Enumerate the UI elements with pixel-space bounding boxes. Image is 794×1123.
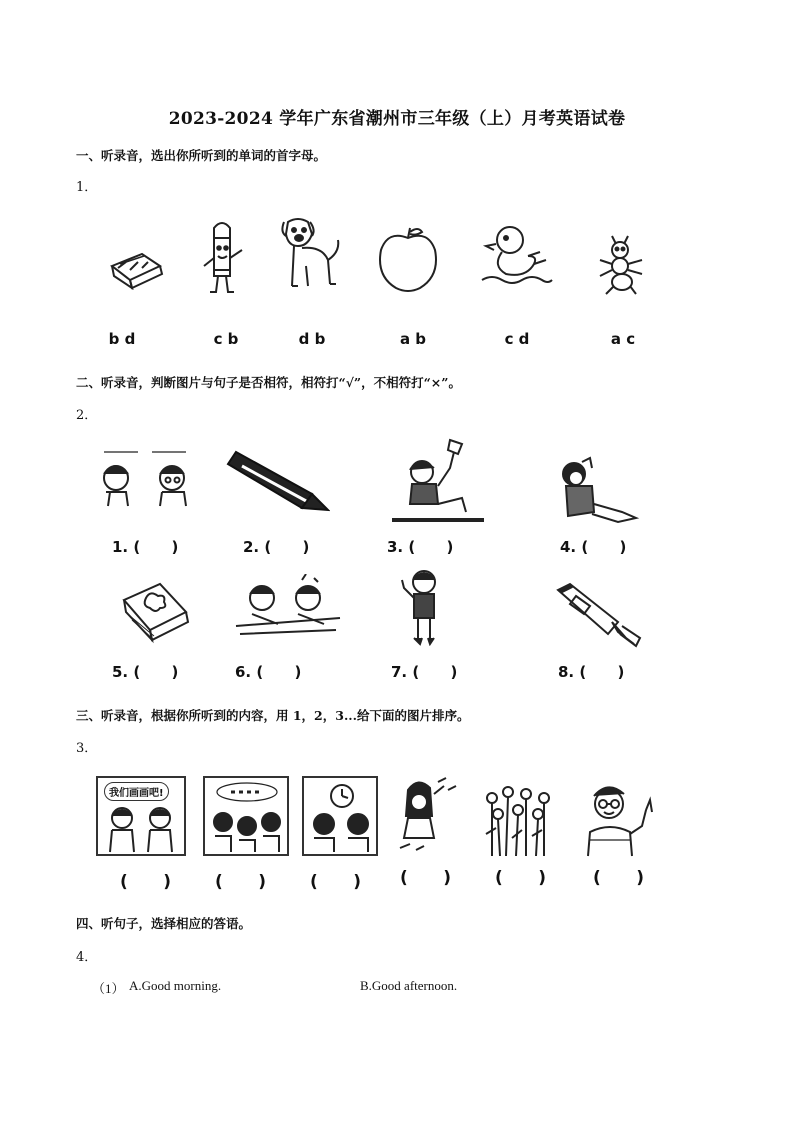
- crayon-character-icon: [200, 218, 246, 296]
- q1-options-2: c b: [213, 330, 239, 348]
- section-3-heading: 三、听录音，根据你所听到的内容，用 1，2，3...给下面的图片排序。: [76, 708, 470, 723]
- q1-options-5: c d: [504, 330, 530, 348]
- section-4-heading: 四、听句子，选择相应的答语。: [76, 916, 252, 931]
- q3-paren-4: ( ): [400, 868, 452, 888]
- apple-icon: [376, 224, 440, 294]
- section-2-heading: 二、听录音，判断图片与句子是否相符，相符打“√”，不相符打“×”。: [76, 375, 461, 390]
- q1-options-6: a c: [610, 330, 636, 348]
- clock-kids-figures-icon: [306, 780, 376, 854]
- two-kids-talking-icon: [96, 448, 196, 508]
- q1-options-4: a b: [399, 330, 427, 348]
- glue-tube-icon: [556, 582, 642, 648]
- question-2-number: 2．: [76, 408, 98, 423]
- q4-1-option-b: B.Good afternoon.: [360, 978, 458, 993]
- girl-sitting-icon: [552, 456, 642, 524]
- q2-label-8: 8. ( ): [558, 663, 625, 681]
- book-icon: [120, 582, 190, 644]
- question-3-number: 3．: [76, 741, 98, 756]
- kids-writing-icon: [232, 574, 344, 640]
- q4-1-prefix: （1）: [92, 981, 125, 996]
- two-kids-lets-draw-icon: [96, 776, 186, 856]
- q2-label-4: 4. ( ): [560, 538, 627, 556]
- question-1-number: 1．: [76, 180, 98, 195]
- q2-label-7: 7. ( ): [391, 663, 458, 681]
- speech-bubble: 我们画画吧!: [104, 782, 169, 801]
- dog-icon: [278, 216, 344, 294]
- ant-icon: [594, 230, 650, 296]
- girl-raising-hand-icon: [388, 438, 486, 524]
- three-kids-talking-icon: [203, 776, 289, 856]
- flowers-icon: [482, 784, 556, 858]
- girl-waving-icon: [394, 776, 460, 856]
- q3-paren-1: ( ): [120, 872, 172, 892]
- crayon-icon: [226, 448, 330, 514]
- three-kids-figures-icon: [207, 780, 287, 854]
- q3-paren-6: ( ): [593, 868, 645, 888]
- q2-label-2: 2. ( ): [243, 538, 310, 556]
- q2-label-3: 3. ( ): [387, 538, 454, 556]
- kids-figures-icon: [102, 802, 182, 854]
- boy-with-pencil-icon: [580, 780, 656, 858]
- pencil-case-icon: [108, 248, 164, 290]
- q4-1-option-a: A.Good morning.: [129, 978, 222, 993]
- q3-paren-5: ( ): [495, 868, 547, 888]
- question-4-number: 4．: [76, 950, 98, 965]
- q3-paren-2: ( ): [215, 872, 267, 892]
- q1-options-1: b d: [108, 330, 136, 348]
- boy-waving-icon: [398, 566, 446, 646]
- two-kids-clock-icon: [302, 776, 378, 856]
- q2-label-5: 5. ( ): [112, 663, 179, 681]
- q2-label-6: 6. ( ): [235, 663, 302, 681]
- section-1-heading: 一、听录音，选出你所听到的单词的首字母。: [76, 148, 327, 163]
- q3-paren-3: ( ): [310, 872, 362, 892]
- q1-options-3: d b: [298, 330, 326, 348]
- q2-label-1: 1. ( ): [112, 538, 179, 556]
- duck-icon: [480, 222, 554, 290]
- page-title: 2023-2024 学年广东省潮州市三年级（上）月考英语试卷: [168, 109, 626, 129]
